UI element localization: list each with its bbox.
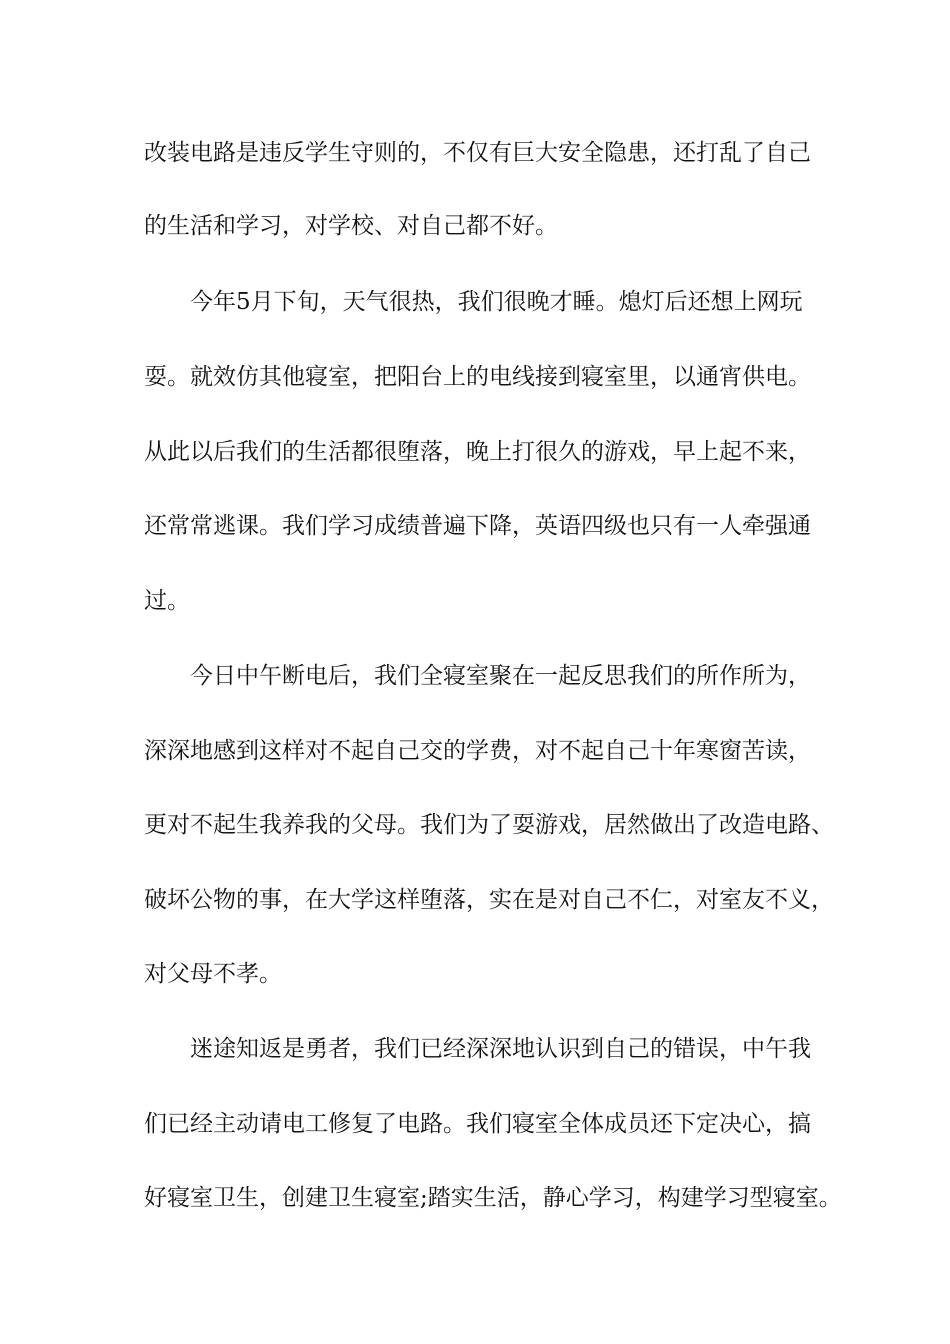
text-line: 对父母不孝。: [144, 961, 282, 987]
text-line: 深深地感到这样对不起自己交的学费，对不起自己十年寒窗苦读，: [144, 738, 811, 764]
text-line: 的生活和学习，对学校、对自己都不好。: [144, 213, 558, 239]
text-line: 耍。就效仿其他寝室，把阳台上的电线接到寝室里，以通宵供电。: [144, 364, 811, 390]
text-line: 更对不起生我养我的父母。我们为了耍游戏，居然做出了改造电路、: [144, 812, 834, 838]
text-line: 过。: [144, 588, 190, 614]
text-line: 们已经主动请电工修复了电路。我们寝室全体成员还下定决心，搞: [144, 1111, 811, 1137]
paragraph-start-line: 迷途知返是勇者，我们已经深深地认识到自己的错误，中午我: [190, 1036, 811, 1062]
paragraph-start-line: 今年5月下旬，天气很热，我们很晚才睡。熄灯后还想上网玩: [190, 289, 803, 315]
text-line: 从此以后我们的生活都很堕落，晚上打很久的游戏，早上起不来，: [144, 439, 811, 465]
text-line: 改装电路是违反学生守则的，不仅有巨大安全隐患，还打乱了自己: [144, 140, 811, 166]
paragraph-start-line: 今日中午断电后，我们全寝室聚在一起反思我们的所作所为，: [190, 663, 811, 689]
text-line: 还常常逃课。我们学习成绩普遍下降，英语四级也只有一人牵强通: [144, 513, 811, 539]
text-line: 好寝室卫生，创建卫生寝室;踏实生活，静心学习，构建学习型寝室。: [144, 1185, 842, 1211]
text-line: 破坏公物的事，在大学这样堕落，实在是对自己不仁，对室友不义，: [144, 887, 834, 913]
